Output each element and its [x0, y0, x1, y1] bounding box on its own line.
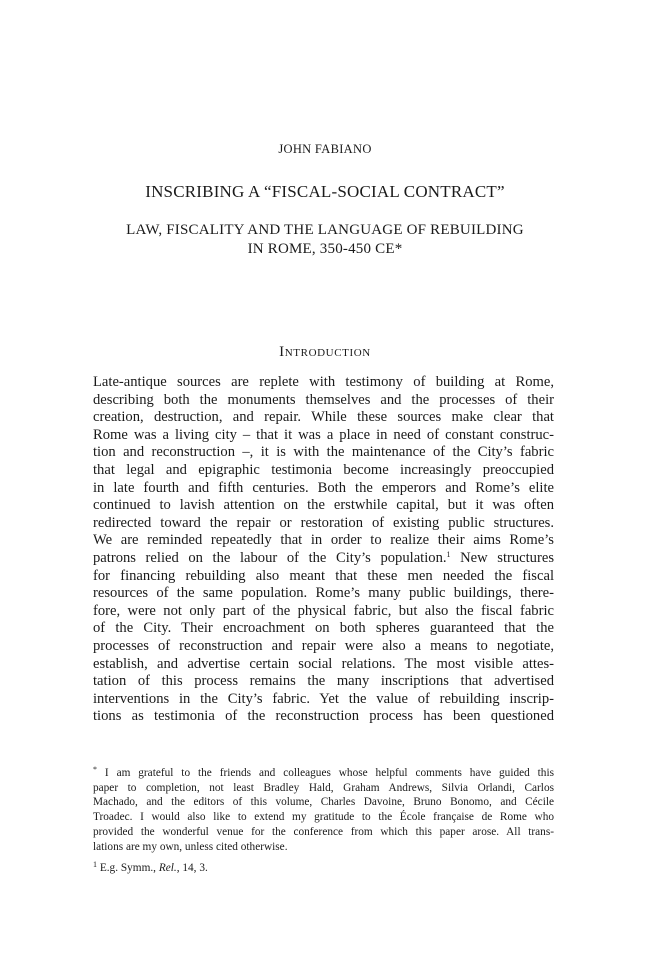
footnote-line: Troadec. I would also like to extend my gratitude to the École française de Rome who [93, 811, 554, 824]
body-line: tions as testimonia of the reconstruction process has been questioned [93, 708, 554, 725]
footnote-text: , 14, 3. [176, 862, 208, 875]
body-text-fragment: New structures [450, 549, 554, 566]
footnote-line [93, 766, 554, 781]
body-line: redirected toward the repair or restoration of existing public structures. [93, 514, 554, 531]
footnote-line: lations are my own, unless cited otherwise. [93, 840, 288, 853]
body-line: of the City. Their encroachment on both spheres guaranteed that the [93, 620, 554, 637]
body-line: tation of this process remains the many inscriptions that advertised [93, 673, 554, 690]
footnote-acknowledgements [93, 766, 554, 854]
footnote-text: I am grateful to the friends and colleagues whose helpful comments have guided this [97, 767, 554, 779]
body-line: continued to lavish attention on the erstwhile capital, but it was often [93, 497, 554, 514]
body-line: for financing rebuilding also meant that these men needed the fiscal [93, 567, 554, 584]
footnote-reference[interactable]: 1 [446, 549, 451, 559]
footnote-line: paper to completion, not least Bradley Hald, Graham Andrews, Silvia Orlandi, Carlos [93, 781, 554, 794]
body-paragraph [93, 374, 554, 726]
body-line: creation, destruction, and repair. While these sources make clear that [93, 409, 554, 426]
body-line: interventions in the City’s fabric. Yet the value of rebuilding inscrip- [93, 690, 554, 707]
body-line: Rome was a living city – that it was a place in need of constant construc- [93, 426, 554, 443]
body-line: resources of the same population. Rome’s many public buildings, there- [93, 585, 554, 602]
footnote-line: Machado, and the editors of this volume, Charles Davoine, Bruno Bonomo, and Cécile [93, 796, 554, 809]
body-line: establish, and advertise certain social relations. The most visible attes- [93, 655, 554, 672]
author-name: JOHN FABIANO [278, 142, 372, 156]
body-line: fore, were not only part of the physical fabric, but also the fiscal fabric [93, 602, 554, 619]
subtitle-line: LAW, FISCALITY AND THE LANGUAGE OF REBUILDING [126, 222, 524, 238]
footnote-text: E.g. Symm., [97, 862, 159, 875]
body-line: tion and reconstruction –, it is with the maintenance of the City’s fabric [93, 444, 554, 461]
subtitle-line: IN ROME, 350-450 CE* [247, 241, 403, 257]
footnote-mark: * [93, 766, 97, 774]
footnote-source-title: Rel. [158, 862, 177, 875]
section-heading: Introduction [279, 344, 371, 360]
footnote-1 [93, 861, 554, 876]
footnotes [93, 766, 554, 876]
body-line-with-footnote-ref [93, 550, 554, 568]
body-line: We are reminded repeatedly that in order to realize their aims Rome’s [93, 532, 554, 549]
footnote-line [93, 861, 554, 876]
body-line: describing both the monuments themselves and the processes of their [93, 391, 554, 408]
body-line: processes of reconstruction and repair were also a means to negotiate, [93, 637, 554, 654]
body-line: that legal and epigraphic testimonia become increasingly preoccupied [93, 461, 554, 478]
body-text-fragment: patrons relied on the labour of the City’s population. [93, 549, 447, 566]
paper-subtitle [0, 221, 650, 259]
body-line: Late-antique sources are replete with testimony of building at Rome, [93, 374, 554, 390]
footnote-mark: 1 [93, 861, 97, 870]
body-line: in late fourth and fifth centuries. Both the emperors and Rome’s elite [93, 479, 554, 496]
paper-title: INSCRIBING A “FISCAL-SOCIAL CONTRACT” [145, 182, 505, 201]
footnote-line: provided the wonderful venue for the conference from which this paper arose. All trans- [93, 825, 554, 838]
